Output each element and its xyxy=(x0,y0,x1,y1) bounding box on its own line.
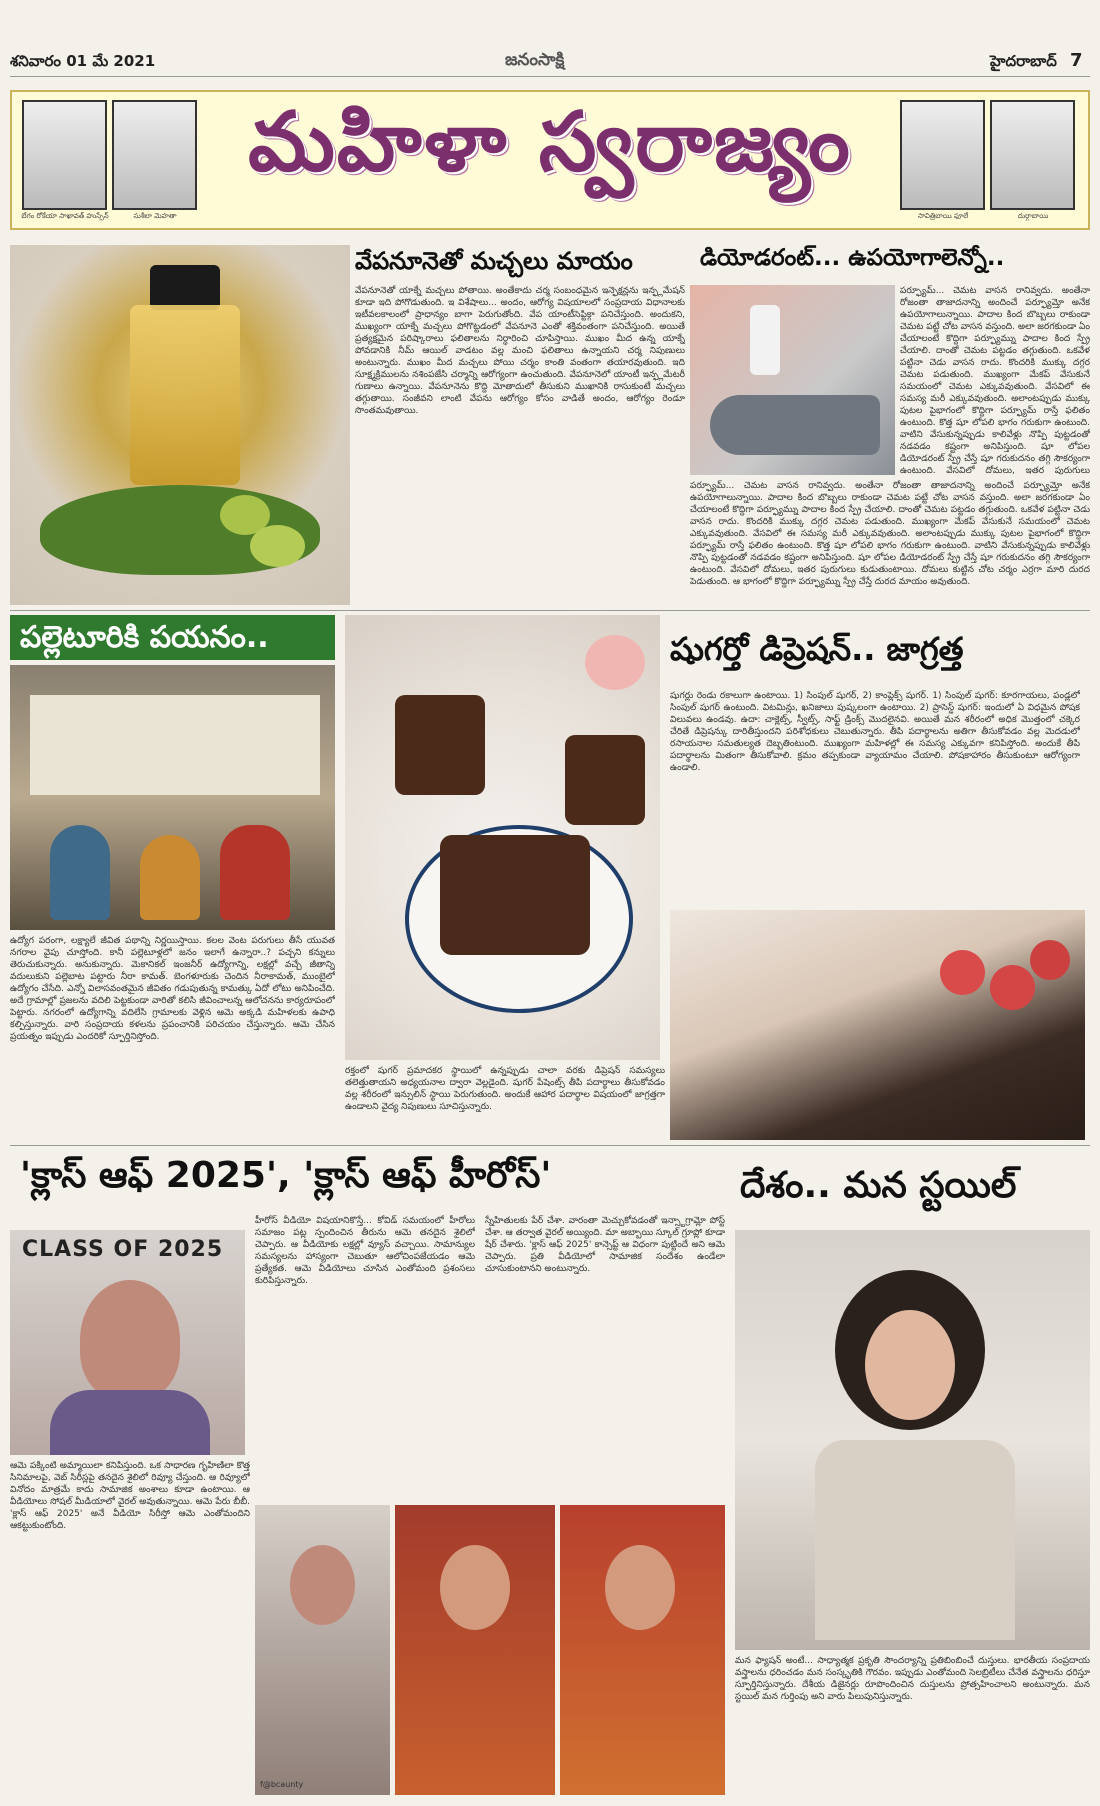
cake-slice xyxy=(565,735,645,825)
woman-face xyxy=(80,1280,180,1400)
class2025-photo-4 xyxy=(560,1505,725,1795)
woman-face xyxy=(865,1310,955,1420)
article-body-desham: మన ఫ్యాషన్ అంటే... సాధ్యాత్మక ప్రకృతి సౌందర్యాన్ని ప్రతిబింబించే దుస్తులు. భారతీయ సంప్రదాయ వస్త్రాలను ధరించడం మన సంస్కృతికి గౌరవం. ఇప్పుడు ఎంతోమంది సెలబ్రిటీలు చేనేత వస్త్రాలను ధరిస్తూ స్ఫూర్తినిస్తున్నారు. దేశీయ డిజైనర్లు రూపొందించిన దుస్తులను ప్రోత్సహించాలని అంటున్నారు. మన స్టయిల్ మన గుర్తింపు అని వారు పిలుపునిస్తున్నారు. xyxy=(735,1656,1090,1702)
portrait-caption: దుర్గాబాయి xyxy=(1017,212,1049,220)
cake-slice xyxy=(395,695,485,795)
section-rule xyxy=(10,610,1090,611)
desham-photo xyxy=(735,1230,1090,1650)
woman-figure xyxy=(220,825,290,920)
header-rule xyxy=(10,76,1090,77)
section-rule xyxy=(10,1145,1090,1146)
class2025-photo-label: CLASS OF 2025 xyxy=(22,1237,224,1262)
article-body-village: ఉద్యోగ పరంగా, లక్ష్యాలే జీవిత పథాన్ని నిర్ణయిస్తాయి. కలల వెంట పరుగులు తీసే యువత నగరాల వైపు చూస్తోంది. కానీ పల్లెటూళ్లలో జనం ఇలాగే ఉన్నారా..? పచ్చని కన్నులు తెరుచుకున్నారు. అనుకున్నారు. మెకానికల్ ఇంజనీర్ ఉద్యోగాన్ని, లక్షల్లో వచ్చే జీతాన్ని వదులుకుని పల్లెబాట పట్టారు నీరా కామత్. బెంగళూరుకు చెందిన నీరాకామత్, ముంబైలో ఉద్యోగం చేసేది. ఎన్నో విలాసవంతమైన జీవితం గడుపుతున్న కామత్కు ఏదో లోటు అనిపించేది. అదే గ్రామాల్లో ప్రజలను వదిలి పెట్టకుండా వారితో కలిసి జీవించాలన్న ఆలోచనను కార్యరూపంలో పెట్టారు. నగరంలో ఉద్యోగాన్ని వదిలేసి గ్రామాలకు వెళ్లిన ఆమె అక్కడి మహిళలకు ఉపాధి కల్పిస్తున్నారు. వారి సంప్రదాయ కళలను ప్రపంచానికి పరిచయం చేస్తున్నారు. ఆమె చేసిన ప్రయత్నం ఇప్పుడు ఎందరికో స్ఫూర్తినిస్తోంది. xyxy=(10,936,335,1042)
saree xyxy=(50,1390,210,1455)
article-title-neem: వేపనూనెతో మచ్చలు మాయం xyxy=(355,247,633,275)
rose xyxy=(585,635,645,690)
cake-slice xyxy=(440,835,590,955)
class2025-photo-3 xyxy=(395,1505,555,1795)
bottle-cap xyxy=(150,265,220,310)
woman-face xyxy=(440,1545,510,1630)
class2025-photo-2 xyxy=(255,1505,390,1795)
newspaper-name: జనంసాక్షి xyxy=(505,50,565,70)
woman-face xyxy=(290,1545,355,1625)
article-body-class2025-right: స్నేహితులకు పేర్ చేశా. వారంతా మెచ్చుకోవడంతో ఇన్స్టాగ్రామ్లో పోస్ట్ చేశా. ఆ తర్వాత వైరల్ అయ్యింది. మా అబ్బాయి స్కూల్ గ్రూప్లో కూడా షేర్ చేశారు. 'క్లాస్ ఆఫ్ 2025' కాన్సెప్ట్ ఆ విధంగా పుట్టిందే అని ఆమె చెప్పారు. ప్రతి వీడియోలో సామాజిక సందేశం ఉండేలా చూసుకుంటానని అంటున్నారు. xyxy=(485,1216,725,1274)
article-body-deodorant-side: పర్ఫ్యూమ్... చెమట వాసన రానివ్వదు. అంతేనా రోజంతా తాజాదనాన్ని అందించే పర్ఫ్యూమ్తో అనేక ఉపయోగాలున్నాయి. పాదాల కింద బొబ్బలు రాకుండా చెమట పట్టే చోట వాసన వస్తుంది. అలా జరగకుండా ఏం చేయాలంటే కొద్దిగా పర్ఫ్యూమ్ను పాదాల కింద స్ప్రే చేయాలి. దాంతో చెమట పట్టడం తగ్గుతుంది. ఒకవేళ పట్టినా చెడు వాసన రాదు. కొందరికి ముక్కు దగ్గర చెమట పడుతుంది. ముఖ్యంగా మేకప్ వేసుకునే సమయంలో చెమట ఎక్కువవుతుంది. వేసవిలో ఈ సమస్య మరీ ఎక్కువవుతుంది. అలాంటప్పుడు ముక్కు పుటల పైభాగంలో కొద్దిగా పర్ఫ్యూమ్ రాస్తే ఫలితం ఉంటుంది. కొత్త షూ లోపలి భాగం గరుకుగా ఉంటుంది. వాటిని వేసుకున్నప్పుడు కాలివేళ్లు నొప్పి పుట్టడంతో నడవడం కష్టంగా అనిపిస్తుంది. షూ లోపల డియోడరంట్ స్ప్రే చేస్తే షూ గరుకుదనం తగ్గి సౌకర్యంగా ఉంటుంది. వేసవిలో దోమలు, ఇతర పురుగులు xyxy=(900,286,1090,475)
strawberry xyxy=(1030,940,1070,980)
village-women-photo xyxy=(10,665,335,930)
article-body-class2025-left: ఆమె పక్కింటి అమ్మాయిలా కనిపిస్తుంది. ఒక సాధారణ గృహిణిలా కొత్త సినిమాలపై, వెబ్ సిరీస్లపై తనదైన శైలిలో రివ్యూ చేస్తుంది. ఆ రివ్యూలో వినోదం మాత్రమే కాదు సామాజిక అంశాలు కూడా ఉంటాయి. ఆ వీడియోలు సోషల్ మీడియాలో వైరల్ అవుతున్నాయి. ఆమె పేరు బీబీ. 'క్లాస్ ఆఫ్ 2025' అనే వీడియో సిరీస్తో ఆమె ఎంతోమందిని ఆకట్టుకుంటోంది. xyxy=(10,1461,250,1531)
article-title-class2025: 'క్లాస్ ఆఫ్ 2025', 'క్లాస్ ఆఫ్ హీరోస్' xyxy=(20,1155,552,1196)
edition-city: హైదరాబాద్ xyxy=(990,52,1057,70)
page-number: 7 xyxy=(1070,50,1083,71)
portrait-caption: బేగం రోకేయా సాఖావత్ హుస్సేన్ xyxy=(21,212,109,220)
page-header xyxy=(0,0,1100,80)
sneaker xyxy=(710,395,880,455)
strawberry xyxy=(990,965,1035,1010)
article-body-deodorant: పర్ఫ్యూమ్... చెమట వాసన రానివ్వదు. అంతేనా రోజంతా తాజాదనాన్ని అందించే పర్ఫ్యూమ్తో అనేక ఉపయోగాలున్నాయి. పాదాల కింద బొబ్బలు రాకుండా చెమట పట్టే చోట వాసన వస్తుంది. అలా జరగకుండా ఏం చేయాలంటే కొద్దిగా పర్ఫ్యూమ్ను పాదాల కింద స్ప్రే చేయాలి. దాంతో చెమట పట్టడం తగ్గుతుంది. ఒకవేళ పట్టినా చెడు వాసన రాదు. కొందరికి ముక్కు దగ్గర చెమట పడుతుంది. ముఖ్యంగా మేకప్ వేసుకునే సమయంలో చెమట ఎక్కువవుతుంది. వేసవిలో ఈ సమస్య మరీ ఎక్కువవుతుంది. అలాంటప్పుడు ముక్కు పుటల పైభాగంలో కొద్దిగా పర్ఫ్యూమ్ రాస్తే ఫలితం ఉంటుంది. కొత్త షూ లోపలి భాగం గరుకుగా ఉంటుంది. వాటిని వేసుకున్నప్పుడు కాలివేళ్లు నొప్పి పుట్టడంతో నడవడం కష్టంగా అనిపిస్తుంది. షూ లోపల డియోడరంట్ స్ప్రే చేస్తే షూ గరుకుదనం తగ్గి సౌకర్యంగా ఉంటుంది. వేసవిలో దోమలు, ఇతర పురుగులు కుడుతుంటాయి. దోమలు కుట్టిన చోట చర్మం ఎర్రగా మారి దురద పెడుతుంది. ఆ భాగంలో కొద్దిగా పర్ఫ్యూమ్ను స్ప్రే చేస్తే దురద మాయం అవుతుంది. xyxy=(690,481,1090,587)
strawberry xyxy=(940,950,985,995)
fabric-shelves xyxy=(30,695,320,795)
portrait-3 xyxy=(900,100,985,210)
neem-fruit xyxy=(250,525,305,567)
cake-caption: రక్తంలో షుగర్ ప్రమాదకర స్థాయిలో ఉన్నప్పుడు చాలా వరకు డిప్రెషన్ సమస్యలు తలెత్తుతాయని అధ్యయనాల ద్వారా వెల్లడైంది. షుగర్ పేషెంట్స్ తీపి పదార్థాలు తీసుకోవడం వల్ల శరీరంలో ఇన్సులిన్ స్థాయి పెరుగుతుంది. అందుకే ఆహార పదార్థాల విషయంలో జాగ్రత్తగా ఉండాలని వైద్య నిపుణులు సూచిస్తున్నారు. xyxy=(345,1066,665,1112)
oil-bottle xyxy=(130,305,240,485)
banner-title: మహిళా స్వరాజ్యం xyxy=(248,95,852,190)
spray-can xyxy=(750,305,780,375)
article-body-class2025-mid: హీరోస్ వీడియో విషయానికొస్తే... కోవిడ్ సమయంలో హీరోలు సమాజం పట్ల స్పందించిన తీరును ఆమె తనదైన శైలిలో చెప్పారు. ఆ వీడియోకు లక్షల్లో వ్యూస్ వచ్చాయి. సామాన్యుల సమస్యలను హాస్యంగా చెబుతూ ఆలోచింపజేయడం ఆమె ప్రత్యేకత. ఆమె వీడియోలు చూసిన ఎంతోమంది ప్రశంసలు కురిపిస్తున్నారు. xyxy=(255,1216,475,1286)
article-body-neem: వేపనూనెతో యాక్నే మచ్చలు పోతాయి. అంతేకాదు చర్మ సంబంధమైన ఇన్ఫెక్షన్లను ఇన్ఫ్లమేషన్ కూడా ఇది పోగొడుతుంది. ఇ విశేషాలు... అందం, ఆరోగ్య విషయాలలో సంప్రదాయ విధానాలకు ఇటీవలకాలంలో ప్రాధాన్యం బాగా పెరుగుతోంది. వేప యాంటీసెప్టిక్గా పనిచేస్తుంది. అందుకని, ముఖ్యంగా యాక్నే మచ్చలు పోగొట్టడంలో వేపనూనె ఎంతో శక్తివంతంగా పనిచేస్తుంది. అయితే ప్రత్యక్షమైన పరిష్కారాలు ఫలితాలను నిర్ధారించి చూపిస్తాయి. ముఖం మీద ఉన్న యాక్నే పోవడానికి నీమ్ ఆయిల్ వాడటం వల్ల మంచి ఫలితాలు ఉన్నాయని చర్మ నిపుణులు అంటున్నారు. ముఖం మీద మచ్చలు పోయి చర్మం కాంతి వంతంగా తయారవుతుంది. ఇది సూక్ష్మక్రిములను నశింపజేసి చర్మాన్ని ఆరోగ్యంగా ఉంచుతుంది. వేపనూనెలో యాంటీ ఇన్ఫ్లమేటరీ గుణాలు ఉన్నాయి. వేపనూనెను కొద్ది మోతాదులో తీసుకుని ముఖానికి రాసుకుంటే మచ్చలు తగ్గుతాయి. సంజీవని లాంటి వేపను ఆరోగ్యం కోసం వాడితే అందం, ఆరోగ్యం రెండూ సొంతమవుతాయి. xyxy=(355,286,685,416)
neem-oil-photo xyxy=(10,245,350,605)
portrait-2 xyxy=(112,100,197,210)
class2025-photo xyxy=(10,1230,245,1455)
article-title-sugar: షుగర్తో డిప్రెషన్.. జాగ్రత్త xyxy=(670,630,964,668)
article-title-deodorant: డియోడరంట్... ఉపయోగాలెన్నో.. xyxy=(700,245,1005,271)
portrait-4 xyxy=(990,100,1075,210)
woman-figure xyxy=(140,835,200,920)
woman-face xyxy=(605,1545,675,1630)
portrait-1 xyxy=(22,100,107,210)
portrait-caption: సావిత్రిబాయి ఫూలే xyxy=(917,212,969,220)
article-title-village: పల్లెటూరికి పయనం.. xyxy=(20,620,269,655)
article-body-sugar: షుగర్లు రెండు రకాలుగా ఉంటాయి. 1) సింపుల్ షుగర్, 2) కాంప్లెక్స్ షుగర్. 1) సింపుల్ షుగర్: కూరగాయలు, పండ్లలో సింపుల్ షుగర్ ఉంటుంది. విటమిన్లు, ఖనిజాలు పుష్కలంగా ఉంటాయి. 2) ప్రాసెస్డ్ షుగర్: ఇందులో ఏ విధమైన పోషక విలువలు ఉండవు. ఉదా: చాక్లెట్స్, స్వీట్స్, సాఫ్ట్ డ్రింక్స్ మొదలైనవి. అయితే మన శరీరంలో అధిక మొత్తంలో చక్కెర చేరితే డిప్రెషన్కు దారితీస్తుందని పరిశోధకులు చెబుతున్నారు. తీపి పదార్థాలను అతిగా తీసుకోవడం వల్ల మెదడులో రసాయనాల సమతుల్యత దెబ్బతింటుంది. ముఖ్యంగా మహిళల్లో ఈ సమస్య ఎక్కువగా కనిపిస్తోంది. అందుకే తీపి పదార్థాలను మితంగా తీసుకోవాలి. క్రమం తప్పకుండా వ్యాయామం చేయాలి. పోషకాహారం తీసుకుంటూ ఆరోగ్యంగా ఉండాలి. xyxy=(670,691,1080,773)
outfit xyxy=(815,1440,1015,1640)
article-title-desham: దేశం.. మన స్టయిల్ xyxy=(740,1165,1017,1206)
deodorant-photo xyxy=(690,285,895,475)
chocolate-cake-photo xyxy=(345,615,660,1060)
photo-credit: f@bcaunty xyxy=(260,1780,304,1789)
woman-figure xyxy=(50,825,110,920)
portrait-caption: సుశీలా మెహతా xyxy=(133,212,177,220)
issue-date: శనివారం 01 మే 2021 xyxy=(10,52,156,70)
dessert-cake-photo xyxy=(670,910,1085,1140)
